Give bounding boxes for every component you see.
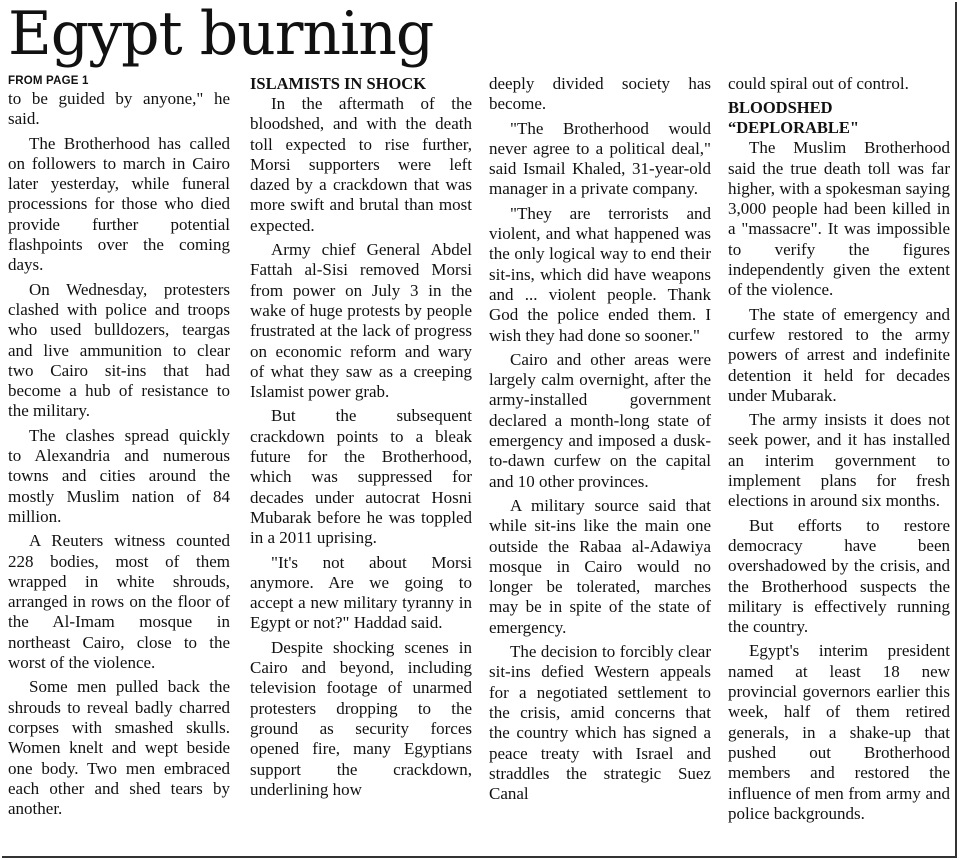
paragraph: deeply divided society has become. xyxy=(489,74,711,114)
paragraph: Some men pulled back the shrouds to reveal badly charred corpses with smashed skulls. Women knelt and wept beside one body. Two men embraced each other and shed tears by another. xyxy=(8,677,230,819)
paragraph: "The Brotherhood would never agree to a political deal," said Ismail Khaled, 31-year-old manager in a private company. xyxy=(489,118,711,199)
paragraph: The decision to forcibly clear sit-ins defied Western appeals for a negotiated settlement to the crisis, amid concerns that the country which has signed a peace treaty with Israel and straddles the strategic Suez Canal xyxy=(489,642,711,804)
paragraph: In the aftermath of the bloodshed, and with the death toll expected to rise further, Morsi supporters were left dazed by a crackdown that was more swift and brutal than most expected. xyxy=(250,94,472,235)
paragraph: Despite shocking scenes in Cairo and beyond, including television footage of unarmed protesters dropping to the ground as security forces opened fire, many Egyptians support the crackdown, underlining how xyxy=(250,637,472,799)
headline: Egypt burning xyxy=(8,0,434,69)
subhead-islamists-in-shock: ISLAMISTS IN SHOCK xyxy=(250,74,427,93)
paragraph: "They are terrorists and violent, and what happened was the only logical way to end their sit-ins, which did have weapons and ... violent people. Thank God the police ended them. I wish they had done so sooner." xyxy=(489,203,711,345)
column-2 xyxy=(250,74,472,804)
subhead-bloodshed: BLOODSHED xyxy=(728,98,833,118)
paragraph: Army chief General Abdel Fattah al-Sisi removed Morsi from power on July 3 in the wake of huge protests by people frustrated at the lack of progress on economic reform and wary of what they saw as a creeping Islamist power grab. xyxy=(250,240,472,402)
paragraph: could spiral out of control. xyxy=(728,74,909,93)
paragraph: Egypt's interim president named at least 18 new provincial governors earlier this week, half of them retired generals, in a shake-up that pushed out Brotherhood members and restored the influence of men from army and police backgrounds. xyxy=(728,641,950,823)
paragraph: to be guided by anyone," he said. xyxy=(8,89,230,129)
subhead-deplorable: “DEPLORABLE" xyxy=(728,118,860,138)
paragraph: The Muslim Brotherhood said the true death toll was far higher, with a spokesman saying 3,000 people had been killed in a "massacre". It was impossible to verify the figures independently given the extent of the violence. xyxy=(728,138,950,300)
column-1 xyxy=(8,74,230,823)
paragraph: The clashes spread quickly to Alexandria and numerous towns and cities around the mostly Muslim nation of 84 million. xyxy=(8,425,230,526)
from-page-label: FROM PAGE 1 xyxy=(8,75,89,87)
paragraph: A military source said that while sit-ins like the main one outside the Rabaa al-Adawiya mosque in Cairo would no longer be tolerated, marches may be in spite of the state of emergency. xyxy=(489,495,711,637)
paragraph: "It's not about Morsi anymore. Are we going to accept a new military tyranny in Egypt or not?" Haddad said. xyxy=(250,552,472,633)
paragraph: But efforts to restore democracy have been overshadowed by the crisis, and the Brotherhood suspects the military is effectively running the country. xyxy=(728,515,950,637)
paragraph: The army insists it does not seek power, and it has installed an interim government to implement plans for fresh elections in around six months. xyxy=(728,410,950,511)
column-4 xyxy=(728,74,950,828)
paragraph: A Reuters witness counted 228 bodies, most of them wrapped in white shrouds, arranged in rows on the floor of the Al-Imam mosque in northeast Cairo, close to the worst of the violence. xyxy=(8,531,230,673)
paragraph: Cairo and other areas were largely calm overnight, after the army-installed government declared a month-long state of emergency and imposed a dusk-to-dawn curfew on the capital and 10 other provinces. xyxy=(489,349,711,491)
column-3 xyxy=(489,74,711,808)
paragraph: But the subsequent crackdown points to a bleak future for the Brotherhood, which was suppressed for decades under autocrat Hosni Mubarak before he was toppled in a 2011 uprising. xyxy=(250,406,472,548)
paragraph: The state of emergency and curfew restored to the army powers of arrest and indefinite detention it held for decades under Mubarak. xyxy=(728,304,950,405)
paragraph: The Brotherhood has called on followers to march in Cairo later yesterday, while funeral processions for those who died provide further potential flashpoints over the coming days. xyxy=(8,133,230,275)
paragraph: On Wednesday, protesters clashed with police and troops who used bulldozers, teargas and live ammunition to clear two Cairo sit-ins that had become a hub of resistance to the military. xyxy=(8,279,230,421)
